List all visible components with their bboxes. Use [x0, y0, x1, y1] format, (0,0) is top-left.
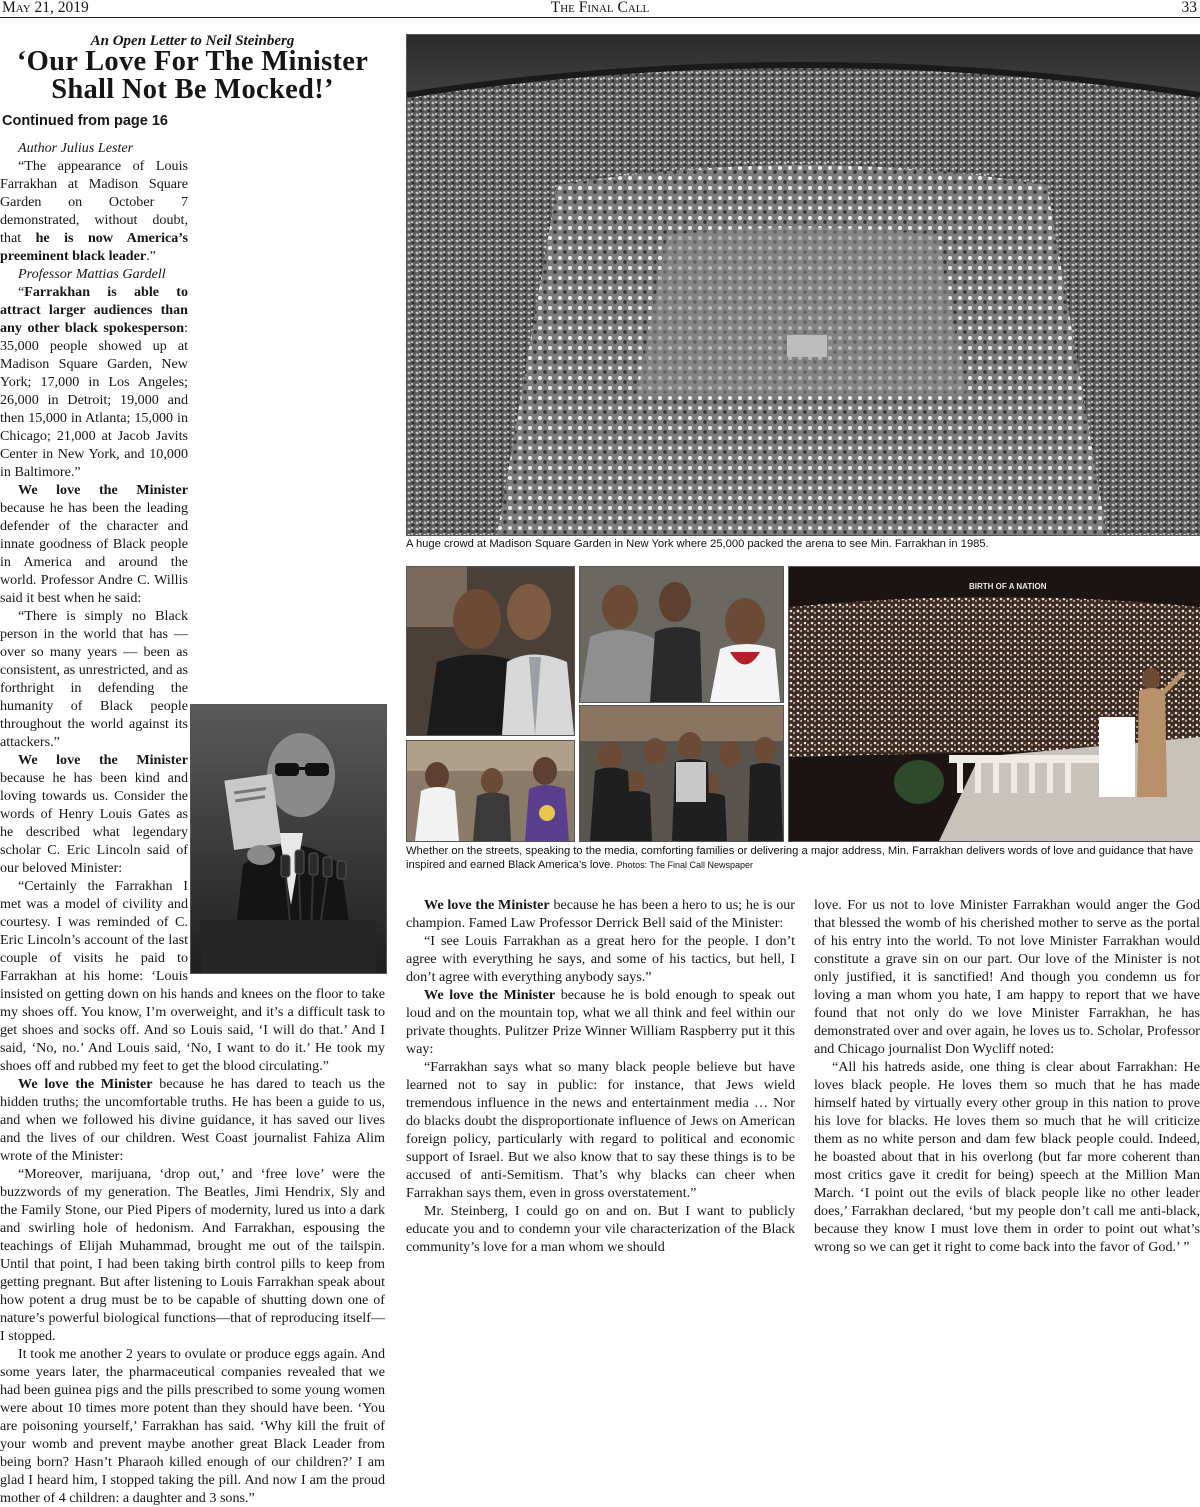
text-run: “The appearance of Louis Farrakhan at Madison Square Garden on October 7 demonstrated, without doubt, that [0, 158, 188, 246]
bold-run: We love the Minister [18, 482, 188, 498]
text-run: .” [146, 248, 156, 264]
text-run: “Certainly the Farrakhan I met was a model of civility and courtesy. I was reminded of C. Eric Lincoln’s account of the last couple of visits he paid to Farrakhan at his home: ‘Louis insisted on getting down on his hands and knees on the floor to take my shoes off. You know, I’m overweight, and it’s a difficult task to get shoes and socks off. And so Louis said, ‘I will do that.’ And I said, ‘No, no.’ And Louis said, ‘No, I want to do it.’ He took my shoes off and rubbed my feet to get the blood circulating.” [0, 878, 385, 1074]
headline [0, 48, 385, 104]
bold-run: We love the Minister [18, 1076, 153, 1092]
photo-grid-caption [406, 844, 1200, 872]
text-run: “There is simply no Black person in the world that has — over so many years — been as consistent, as unrestricted, and as forthright in defending the humanity of Black people throughout the world against its attackers.” [0, 608, 188, 750]
article-paragraph [0, 1075, 385, 1165]
families-photo [579, 705, 784, 842]
portrait-float-area [188, 704, 385, 974]
photo-d-illustration [580, 706, 783, 841]
headline-line-1: ‘Our Love For The Minister [16, 46, 369, 77]
media-interview-photo [579, 566, 784, 703]
students-with-minister-photo [406, 566, 575, 736]
bold-run: We love the Minister [18, 752, 188, 768]
article-paragraph [0, 1165, 385, 1345]
arena-illustration [407, 35, 1200, 535]
arena-crowd-photo [406, 34, 1200, 536]
bold-run: Farrakhan is able to attract larger audiences than any other black spokesperson [0, 284, 188, 336]
photo-grid-caption-text: Whether on the streets, speaking to the media, comforting families or delivering a major address, Min. Farrakhan delivers words of love and guidance that have inspired and earned Black America’s love. [406, 845, 1194, 871]
kicker: An Open Letter to Neil Steinberg [90, 33, 295, 49]
text-run: because he has dared to teach us the hidden truths; the uncomfortable truths. He has been a guide to us, and when we followed his divine guidance, it has saved our lives and the lives of our children. West Coast journalist Fahiza Alim wrote of the Minister: [0, 1076, 385, 1164]
page-header [0, 0, 1200, 18]
article-column-1 [0, 139, 385, 1506]
bold-run: We love the Minister [424, 897, 550, 913]
quote-source: Professor Mattias Gardell [18, 266, 166, 282]
bold-run: he is now America’s preeminent black leader [0, 230, 188, 264]
photo-b-illustration [580, 567, 783, 702]
photo-credit: Photos: The Final Call Newspaper [616, 860, 754, 870]
text-run: “ [18, 284, 25, 300]
text-run: because he has been the leading defender of the character and innate goodness of Black people in America and around the world. Professor Andre C. Willis said it best when he said: [0, 500, 188, 606]
text-run: “Farrakhan says what so many black people believe but have learned not to say in public: for instance, that Jews wield tremendous influence in the news and entertainment media … Nor do blacks doubt the disproportionate influence of Jews on American foreign policy, particularly with regard to political and economic support of Israel. But we also know that to say these things is to be accused of anti-Semitism. That’s why blacks can cheer when Farrakhan says them, even in gross overstatement.” [406, 1059, 795, 1201]
article-column-3 [814, 896, 1200, 1296]
article-paragraph [0, 1345, 385, 1507]
article-column-2 [406, 896, 795, 1296]
street-walk-photo [406, 740, 575, 842]
text-run: Mr. Steinberg, I could go on and on. But I want to publicly educate you and to condemn your vile characterization of the Black community’s love for a man whom we should [406, 1203, 795, 1255]
major-address-photo [788, 566, 1200, 842]
photo-c-illustration [407, 741, 574, 841]
text-run: “Moreover, marijuana, ‘drop out,’ and ‘free love’ were the buzzwords of my generation. The Beatles, Jimi Hendrix, Sly and the Family Stone, our Pied Pipers of modernity, lured us into a dark and swirling hole of hedonism. And Farrakhan, espousing the teachings of Elijah Muhammad, brought me out of the tailspin. Until that point, I had been taking birth control pills to keep from getting pregnant. But after listening to Louis Farrakhan speak about how potent a drug must be to be capable of shutting down one of nature’s powerful biological functions—that of reproducing itself—I stopped. [0, 1166, 385, 1344]
article-paragraph [406, 896, 795, 932]
bold-run: We love the Minister [424, 987, 556, 1003]
headline-line-2: Shall Not Be Mocked!’ [51, 74, 334, 105]
article-paragraph [406, 1058, 795, 1202]
photo-a-illustration [407, 567, 574, 735]
photo-e-illustration [789, 567, 1200, 841]
continued-from-link[interactable]: Continued from page 16 [2, 113, 168, 129]
article-paragraph [814, 1058, 1200, 1256]
quote-source: Author Julius Lester [18, 140, 134, 156]
article-paragraph [814, 896, 1200, 1058]
text-run: because he has been kind and loving towards us. Consider the words of Henry Louis Gates as he described what legendary scholar C. Eric Lincoln said of our beloved Minister: [0, 770, 188, 876]
text-run: because he is bold enough to speak out loud and on the mountain top, what we all think and feel within our private thoughts. Pulitzer Prize Winner William Raspberry put it this way: [406, 987, 795, 1057]
arena-photo-caption: A huge crowd at Madison Square Garden in New York where 25,000 packed the arena to see Min. Farrakhan in 1985. [406, 538, 989, 550]
page-number: 33 [1181, 0, 1197, 16]
article-paragraph [406, 1202, 795, 1256]
portrait-float-spacer [188, 139, 385, 704]
article-paragraph [406, 986, 795, 1058]
issue-date: May 21, 2019 [2, 0, 89, 16]
text-run: “All his hatreds aside, one thing is clear about Farrakhan: He loves black people. He loves them so much that he has made himself hated by virtually every other group in this nation to prove his love for blacks. He loves them so much that he will criticize them as no white person and dam few black people could. Indeed, he boasted about that in his overlong (but far more coherent than most critics gave it credit for being) speech at the Million Man March. ‘I point out the evils of black people like no other leader does,’ Farrakhan declared, ‘but my people don’t call me anti-black, because they know I must love them in order to point out what’s wrong so we can get it right to come back into the favor of God.’ ” [814, 1059, 1200, 1255]
banner-text: BIRTH OF A NATION [969, 582, 1047, 591]
text-run: love. For us not to love Minister Farrakhan would anger the God that blessed the womb of his cherished mother to serve as the portal of his entry into the world. To not love Minister Farrakhan would constitute a grave sin on our part. Our love of the Minister is not only justified, it is sanctified! And though you condemn us for loving a man whom you hate, I am happy to report that we have found that not only do we love Minister Farrakhan, he has demonstrated over and over again, he loves us to. Scholar, Professor and Chicago journalist Don Wycliff noted: [814, 897, 1200, 1057]
newspaper-name: The Final Call [550, 0, 650, 16]
text-run: “I see Louis Farrakhan as a great hero for the people. I don’t agree with everything he says, and some of his tactics, but hell, I don’t agree with everything anybody says.” [406, 933, 795, 985]
text-run: because he has been a hero to us; he is our champion. Famed Law Professor Derrick Bell said of the Minister: [406, 897, 795, 931]
text-run: It took me another 2 years to ovulate or produce eggs again. And some years later, the pharmaceutical companies revealed that we had been guinea pigs and the pills prescribed to some young women were about 10 times more potent than they should have been. ‘You are poisoning yourself,’ Farrakhan has said. ‘Why kill the fruit of your womb and prevent maybe another great Black Leader from being born? Hasn’t Pharaoh killed enough of our children?’ I am glad I heard him, I stopped taking the pill. And now I am the proud mother of 4 children: a daughter and 3 sons.” [0, 1346, 385, 1506]
article-paragraph [406, 932, 795, 986]
text-run: : 35,000 people showed up at Madison Square Garden, New York; 17,000 in Los Angeles; 26,000 in Detroit; 19,000 and then 15,000 in Atlanta; 15,000 in Chicago; 21,000 at Jacob Javits Center in New York, and 10,000 in Baltimore.” [0, 320, 188, 480]
